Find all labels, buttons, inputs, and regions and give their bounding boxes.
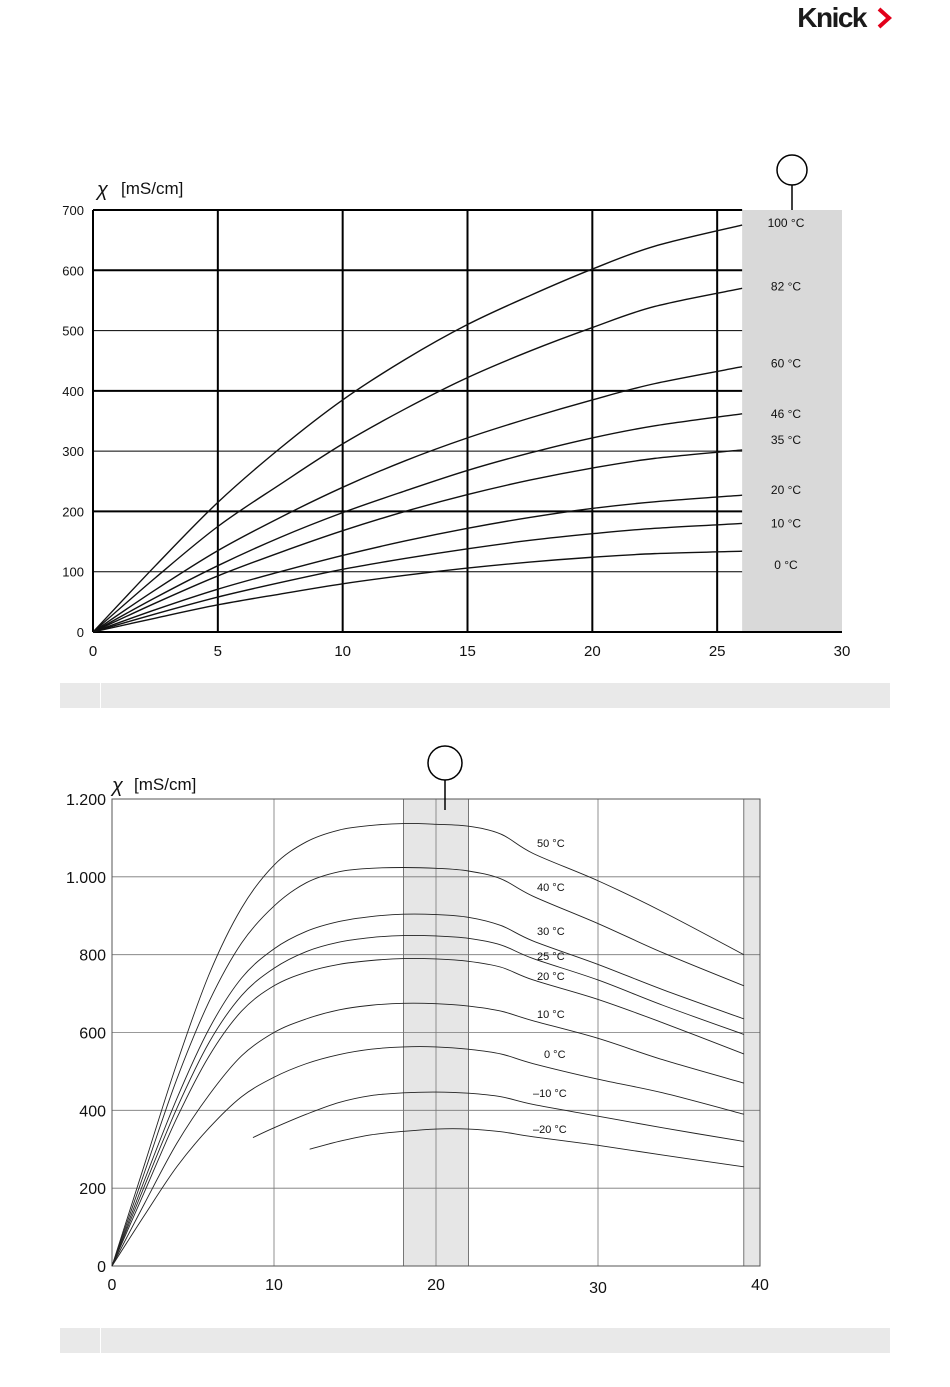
x-tick-label: 30	[833, 643, 851, 660]
series-line	[93, 414, 742, 632]
conductivity-chart-2	[0, 720, 950, 1340]
series-label: 35 °C	[770, 432, 802, 447]
y-axis-symbol: χ	[112, 775, 123, 797]
series-label: 40 °C	[537, 882, 565, 894]
series-line	[93, 551, 742, 632]
series-label: 25 °C	[537, 951, 565, 963]
brand-name: Knick	[797, 2, 866, 33]
y-tick-label: 800	[79, 947, 106, 965]
series-label: 82 °C	[770, 279, 802, 294]
series-line	[93, 495, 742, 632]
series-label: 50 °C	[537, 838, 565, 850]
y-tick-label: 600	[79, 1025, 106, 1043]
y-tick-label: 1.000	[65, 869, 106, 887]
series-line	[93, 523, 742, 632]
x-tick-label: 20	[583, 643, 601, 660]
series-label: 10 °C	[537, 1009, 565, 1021]
series-label: –20 °C	[533, 1124, 567, 1136]
series-label: 10 °C	[770, 516, 802, 531]
y-tick-label: 0	[76, 625, 84, 640]
x-tick-label: 10	[334, 643, 352, 660]
y-tick-label: 0	[97, 1259, 106, 1276]
x-tick-label: 25	[708, 643, 726, 660]
series-label: 100 °C	[767, 216, 805, 231]
series-label: 20 °C	[537, 971, 565, 983]
y-tick-label: 100	[62, 564, 84, 580]
y-tick-label: 600	[62, 263, 84, 279]
series-label: 0 °C	[544, 1049, 566, 1061]
series-line	[93, 225, 742, 632]
callout-circle	[777, 155, 807, 185]
x-tick-label: 5	[213, 643, 223, 660]
x-tick-label: 0	[107, 1277, 117, 1294]
callout-circle	[428, 746, 462, 780]
y-tick-label: 200	[62, 504, 84, 520]
series-line	[310, 1129, 744, 1167]
y-tick-label: 500	[62, 323, 84, 339]
x-tick-label: 20	[427, 1277, 445, 1294]
y-axis-symbol: χ	[97, 179, 108, 201]
x-tick-label: 0	[88, 643, 98, 660]
y-axis-label: [mS/cm]	[134, 775, 197, 794]
series-label: 60 °C	[770, 356, 802, 371]
series-label: –10 °C	[533, 1088, 567, 1100]
series-line	[253, 1092, 744, 1141]
x-tick-label: 40	[751, 1277, 769, 1294]
caption-band-1	[60, 683, 890, 708]
y-tick-label: 400	[79, 1103, 106, 1121]
y-tick-label: 200	[79, 1181, 106, 1199]
caption-band-2	[60, 1328, 890, 1353]
y-tick-label: 300	[62, 444, 84, 460]
y-tick-label: 400	[62, 383, 84, 399]
x-tick-label: 15	[459, 643, 476, 660]
x-tick-label: 30	[589, 1280, 607, 1297]
series-line	[93, 367, 742, 632]
series-label: 30 °C	[537, 926, 565, 938]
x-tick-label: 10	[265, 1277, 283, 1294]
y-tick-label: 700	[62, 203, 84, 218]
series-label: 46 °C	[770, 406, 802, 421]
y-axis-label: [mS/cm]	[121, 179, 184, 198]
y-tick-label: 1.200	[65, 792, 106, 809]
series-label: 20 °C	[770, 483, 802, 498]
conductivity-chart-1	[0, 0, 950, 680]
series-label: 0 °C	[774, 558, 798, 573]
